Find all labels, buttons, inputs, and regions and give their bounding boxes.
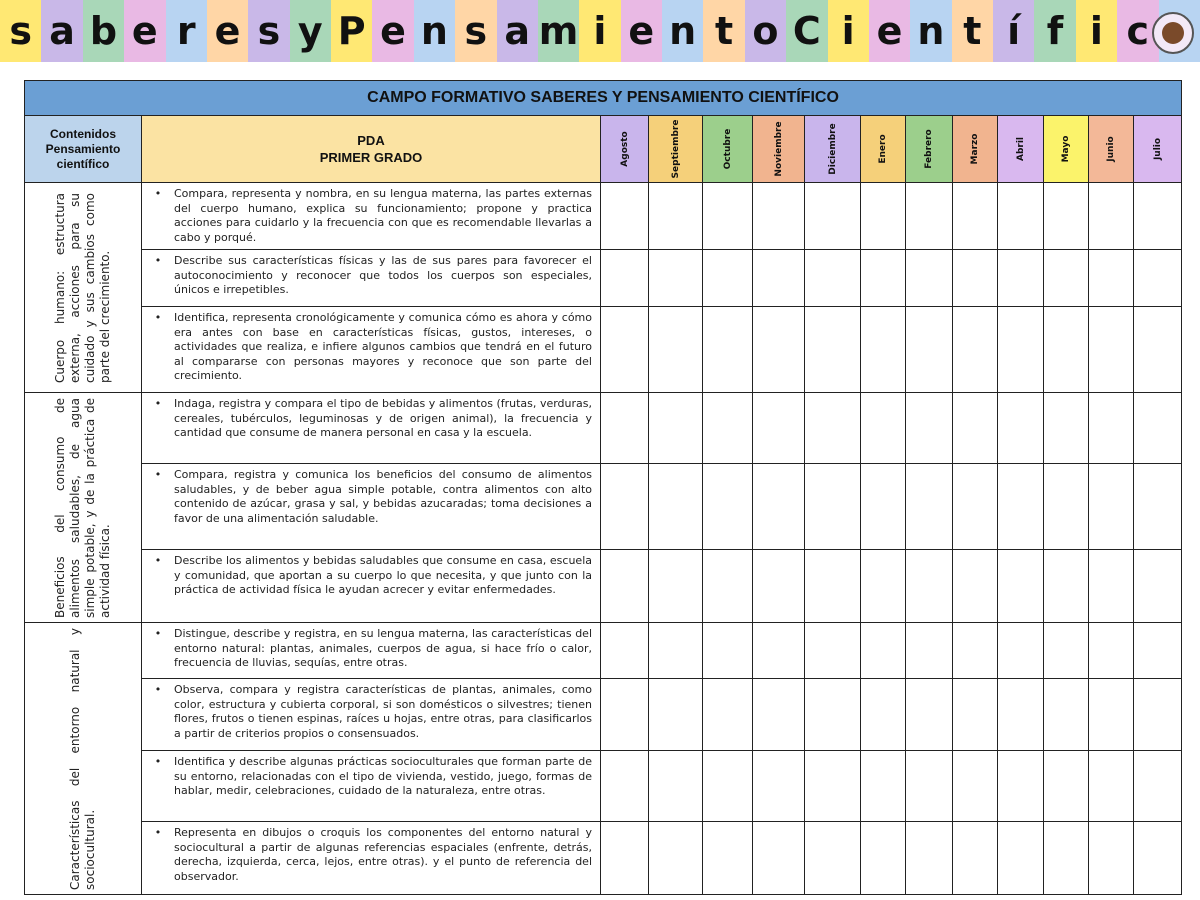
banner-letter-tile: f bbox=[1034, 0, 1075, 62]
banner-letter-tile: y bbox=[290, 0, 331, 62]
table-row bbox=[25, 623, 1182, 679]
month-header-agosto bbox=[601, 116, 649, 183]
bullet-icon: • bbox=[154, 254, 162, 267]
month-cell[interactable] bbox=[1044, 464, 1089, 550]
month-cell[interactable] bbox=[1134, 307, 1182, 393]
banner-letter-tile: e bbox=[124, 0, 165, 62]
month-cell[interactable] bbox=[906, 679, 953, 751]
avatar-face bbox=[1162, 22, 1184, 44]
pda-item bbox=[142, 755, 592, 799]
month-cell[interactable] bbox=[601, 393, 649, 464]
banner-letter-tile: b bbox=[83, 0, 124, 62]
month-cell[interactable] bbox=[953, 250, 998, 307]
month-cell[interactable] bbox=[861, 464, 906, 550]
month-cell[interactable] bbox=[1134, 751, 1182, 822]
header-pda-line2: PRIMER GRADO bbox=[319, 150, 423, 165]
table-row bbox=[25, 250, 1182, 307]
pda-text: Compara, representa y nombra, en su lengua materna, las partes externas del cuerpo humano, explica su funcionamiento; propone y practica acciones para cuidarlo y la frecuencia con que es recomendable llevarlas a cabo y porqué. bbox=[174, 187, 592, 244]
month-cell[interactable] bbox=[906, 307, 953, 393]
month-cell[interactable] bbox=[1134, 679, 1182, 751]
month-cell[interactable] bbox=[906, 751, 953, 822]
banner-letter-tile: t bbox=[703, 0, 744, 62]
month-cell[interactable] bbox=[998, 679, 1044, 751]
month-cell[interactable] bbox=[1044, 307, 1089, 393]
month-cell[interactable] bbox=[1044, 751, 1089, 822]
month-header-septiembre bbox=[649, 116, 703, 183]
month-cell[interactable] bbox=[601, 307, 649, 393]
month-label: Enero bbox=[878, 134, 888, 164]
month-cell[interactable] bbox=[953, 751, 998, 822]
month-cell[interactable] bbox=[805, 679, 861, 751]
month-cell[interactable] bbox=[805, 250, 861, 307]
month-header-marzo bbox=[953, 116, 998, 183]
month-cell[interactable] bbox=[1044, 822, 1089, 895]
contenido-cell bbox=[25, 183, 142, 393]
month-label: Septiembre bbox=[670, 119, 681, 179]
month-cell[interactable] bbox=[601, 464, 649, 550]
contenido-text: Características del entorno natural y sociocultural. bbox=[68, 627, 97, 890]
pda-item bbox=[142, 397, 592, 441]
month-cell[interactable] bbox=[649, 822, 703, 895]
month-cell[interactable] bbox=[998, 307, 1044, 393]
banner-letter-tile: o bbox=[745, 0, 786, 62]
pda-cell bbox=[142, 623, 601, 679]
pda-text: Identifica y describe algunas prácticas socioculturales que forman parte de su entorno, relacionadas con el tipo de vivienda, vestido, juego, formas de hablar, medir, celebraciones, cuidado de la naturaleza, entre otras. bbox=[174, 755, 592, 797]
header-contenidos bbox=[25, 116, 142, 183]
title-banner bbox=[0, 0, 1200, 62]
month-label: Abril bbox=[1015, 136, 1026, 162]
month-cell[interactable] bbox=[649, 183, 703, 250]
month-cell[interactable] bbox=[1134, 250, 1182, 307]
month-cell[interactable] bbox=[906, 550, 953, 623]
banner-letter-tile: i bbox=[579, 0, 620, 62]
month-cell[interactable] bbox=[753, 623, 805, 679]
month-cell[interactable] bbox=[649, 623, 703, 679]
month-cell[interactable] bbox=[1134, 623, 1182, 679]
contenido-text: Beneficios del consumo de alimentos saludables, de agua simple potable, y de la práctica de actividad física. bbox=[53, 397, 112, 618]
author-avatar bbox=[1152, 12, 1194, 54]
banner-letter-tile: n bbox=[662, 0, 703, 62]
month-cell[interactable] bbox=[601, 250, 649, 307]
table-row bbox=[25, 307, 1182, 393]
pda-cell bbox=[142, 464, 601, 550]
bullet-icon: • bbox=[154, 627, 162, 640]
banner-letter-tile: e bbox=[372, 0, 413, 62]
banner-letter-tile: e bbox=[621, 0, 662, 62]
pda-cell bbox=[142, 822, 601, 895]
month-cell[interactable] bbox=[998, 250, 1044, 307]
month-cell[interactable] bbox=[906, 393, 953, 464]
pda-item bbox=[142, 468, 592, 526]
month-cell[interactable] bbox=[753, 393, 805, 464]
pda-cell bbox=[142, 550, 601, 623]
month-label: Noviembre bbox=[773, 121, 784, 177]
header-pda-line1: PDA bbox=[357, 133, 385, 148]
month-cell[interactable] bbox=[1089, 250, 1134, 307]
bullet-icon: • bbox=[154, 755, 162, 768]
month-cell[interactable] bbox=[1089, 623, 1134, 679]
month-label: Junio bbox=[1106, 136, 1116, 162]
month-cell[interactable] bbox=[906, 183, 953, 250]
banner-letter-tile: s bbox=[455, 0, 496, 62]
month-cell[interactable] bbox=[601, 183, 649, 250]
month-cell[interactable] bbox=[998, 464, 1044, 550]
month-cell[interactable] bbox=[1044, 679, 1089, 751]
month-cell[interactable] bbox=[649, 679, 703, 751]
month-cell[interactable] bbox=[998, 183, 1044, 250]
month-cell[interactable] bbox=[861, 751, 906, 822]
banner-letter-tile: i bbox=[828, 0, 869, 62]
month-cell[interactable] bbox=[601, 679, 649, 751]
month-cell[interactable] bbox=[601, 623, 649, 679]
table-row bbox=[25, 550, 1182, 623]
month-cell[interactable] bbox=[861, 393, 906, 464]
header-contenidos-line2: Pensamiento bbox=[45, 141, 121, 156]
month-cell[interactable] bbox=[753, 183, 805, 250]
month-cell[interactable] bbox=[906, 464, 953, 550]
pda-text: Indaga, registra y compara el tipo de bebidas y alimentos (frutas, verduras, cereales, tubérculos, leguminosas y de origen animal), la frecuencia y cantidad que consume de manera personal en casa y la escuela. bbox=[174, 397, 592, 439]
month-cell[interactable] bbox=[753, 250, 805, 307]
month-cell[interactable] bbox=[1089, 822, 1134, 895]
month-cell[interactable] bbox=[1044, 623, 1089, 679]
month-cell[interactable] bbox=[953, 623, 998, 679]
month-cell[interactable] bbox=[703, 550, 753, 623]
contenido-text: Cuerpo humano: estructura externa, acciones para su cuidado y sus cambios como parte del crecimiento. bbox=[53, 192, 112, 383]
table-row bbox=[25, 183, 1182, 250]
month-cell[interactable] bbox=[703, 464, 753, 550]
month-cell[interactable] bbox=[703, 183, 753, 250]
month-cell[interactable] bbox=[953, 550, 998, 623]
month-cell[interactable] bbox=[998, 822, 1044, 895]
month-cell[interactable] bbox=[753, 307, 805, 393]
banner-letter-tile: n bbox=[910, 0, 951, 62]
banner-letter-tile: s bbox=[248, 0, 289, 62]
month-cell[interactable] bbox=[953, 464, 998, 550]
pda-cell bbox=[142, 751, 601, 822]
pda-text: Identifica, representa cronológicamente y comunica cómo es ahora y cómo era antes con base en características físicas, gustos, intereses, o actividades que realiza, e infiere algunos cambios que tendrá en el futuro al compararse con personas mayores y reconoce que son parte del crecimiento. bbox=[174, 311, 592, 382]
table-row bbox=[25, 393, 1182, 464]
month-cell[interactable] bbox=[1089, 183, 1134, 250]
pda-text: Distingue, describe y registra, en su lengua materna, las características del entorno natural: plantas, animales, cuerpos de agua, si hace frío o calor, frecuencia de lluvias, sequías, entre otras. bbox=[174, 627, 592, 669]
pda-cell bbox=[142, 393, 601, 464]
pda-cell bbox=[142, 679, 601, 751]
month-cell[interactable] bbox=[753, 550, 805, 623]
month-cell[interactable] bbox=[805, 307, 861, 393]
month-cell[interactable] bbox=[953, 183, 998, 250]
month-cell[interactable] bbox=[805, 550, 861, 623]
pda-text: Compara, registra y comunica los beneficios del consumo de alimentos saludables, y de beber agua simple potable, contra alimentos con alto contenido de azúcar, grasa y sal, y bebidas azucaradas; toma decisiones a favor de una alimentación saludable. bbox=[174, 468, 592, 525]
banner-letter-tile: n bbox=[414, 0, 455, 62]
month-label: Febrero bbox=[924, 129, 934, 169]
month-cell[interactable] bbox=[805, 822, 861, 895]
contenido-cell bbox=[25, 623, 142, 895]
pda-cell bbox=[142, 307, 601, 393]
pda-item bbox=[142, 554, 592, 598]
pda-cell bbox=[142, 183, 601, 250]
bullet-icon: • bbox=[154, 826, 162, 839]
month-cell[interactable] bbox=[1134, 183, 1182, 250]
banner-letter-tile: a bbox=[497, 0, 538, 62]
bullet-icon: • bbox=[154, 311, 162, 324]
month-cell[interactable] bbox=[1044, 393, 1089, 464]
banner-letter-tile: e bbox=[207, 0, 248, 62]
bullet-icon: • bbox=[154, 683, 162, 696]
month-cell[interactable] bbox=[703, 393, 753, 464]
month-cell[interactable] bbox=[1089, 464, 1134, 550]
banner-letter-tile: s bbox=[0, 0, 41, 62]
month-label: Marzo bbox=[970, 133, 980, 165]
bullet-icon: • bbox=[154, 187, 162, 200]
pda-text: Describe sus características físicas y las de sus pares para favorecer el autoconocimiento y reconocer que todos los cuerpos son especiales, únicos e irrepetibles. bbox=[174, 254, 592, 296]
month-cell[interactable] bbox=[703, 822, 753, 895]
table-title: CAMPO FORMATIVO SABERES Y PENSAMIENTO CIENTÍFICO bbox=[25, 81, 1182, 116]
month-cell[interactable] bbox=[601, 550, 649, 623]
month-header-diciembre bbox=[805, 116, 861, 183]
month-cell[interactable] bbox=[703, 307, 753, 393]
bullet-icon: • bbox=[154, 397, 162, 410]
pda-item bbox=[142, 254, 592, 298]
month-cell[interactable] bbox=[861, 822, 906, 895]
pda-text: Observa, compara y registra características de plantas, animales, como color, estructura y cubierta corporal, si son domésticos o silvestres; tienen flores, frutos o tienen espinas, raíces u hojas, entre otras, para clasificarlos a partir de criterios propios o consensuados. bbox=[174, 683, 592, 740]
banner-letter-tile: C bbox=[786, 0, 827, 62]
month-cell[interactable] bbox=[649, 393, 703, 464]
table-row bbox=[25, 464, 1182, 550]
month-cell[interactable] bbox=[649, 250, 703, 307]
month-cell[interactable] bbox=[953, 393, 998, 464]
month-cell[interactable] bbox=[601, 751, 649, 822]
month-cell[interactable] bbox=[649, 307, 703, 393]
month-cell[interactable] bbox=[805, 183, 861, 250]
month-cell[interactable] bbox=[861, 550, 906, 623]
month-cell[interactable] bbox=[1089, 393, 1134, 464]
month-cell[interactable] bbox=[1134, 393, 1182, 464]
month-cell[interactable] bbox=[998, 393, 1044, 464]
month-label: Julio bbox=[1152, 137, 1163, 161]
month-header-noviembre bbox=[753, 116, 805, 183]
pda-item bbox=[142, 311, 592, 384]
month-cell[interactable] bbox=[953, 679, 998, 751]
month-cell[interactable] bbox=[703, 679, 753, 751]
month-cell[interactable] bbox=[1134, 550, 1182, 623]
month-cell[interactable] bbox=[998, 550, 1044, 623]
month-cell[interactable] bbox=[1089, 679, 1134, 751]
month-cell[interactable] bbox=[649, 550, 703, 623]
banner-letter-tile: i bbox=[1076, 0, 1117, 62]
table-row bbox=[25, 679, 1182, 751]
month-header-julio bbox=[1134, 116, 1182, 183]
month-cell[interactable] bbox=[861, 250, 906, 307]
month-label: Octubre bbox=[722, 128, 733, 170]
month-cell[interactable] bbox=[906, 623, 953, 679]
contenido-cell bbox=[25, 393, 142, 623]
month-cell[interactable] bbox=[703, 751, 753, 822]
month-cell[interactable] bbox=[1044, 183, 1089, 250]
header-contenidos-line3: científico bbox=[56, 156, 110, 171]
month-cell[interactable] bbox=[861, 307, 906, 393]
month-cell[interactable] bbox=[649, 751, 703, 822]
pda-item bbox=[142, 627, 592, 671]
month-cell[interactable] bbox=[998, 751, 1044, 822]
pda-item bbox=[142, 683, 592, 741]
table-row bbox=[25, 822, 1182, 895]
month-cell[interactable] bbox=[953, 307, 998, 393]
month-cell[interactable] bbox=[861, 679, 906, 751]
pda-item bbox=[142, 187, 592, 245]
header-contenidos-line1: Contenidos bbox=[50, 126, 116, 141]
bullet-icon: • bbox=[154, 554, 162, 567]
month-cell[interactable] bbox=[753, 822, 805, 895]
pda-text: Describe los alimentos y bebidas saludables que consume en casa, escuela y comunidad, que aportan a su cuerpo lo que necesita, y que junto con la práctica de actividad física le ayudan acrecer y evitar enfermedades. bbox=[174, 554, 592, 596]
month-cell[interactable] bbox=[649, 464, 703, 550]
month-header-febrero bbox=[906, 116, 953, 183]
month-cell[interactable] bbox=[805, 623, 861, 679]
banner-letter-tile: í bbox=[993, 0, 1034, 62]
month-header-abril bbox=[998, 116, 1044, 183]
month-cell[interactable] bbox=[1089, 751, 1134, 822]
month-cell[interactable] bbox=[998, 623, 1044, 679]
month-cell[interactable] bbox=[1089, 550, 1134, 623]
month-cell[interactable] bbox=[1044, 550, 1089, 623]
banner-letter-tile: t bbox=[952, 0, 993, 62]
month-cell[interactable] bbox=[805, 751, 861, 822]
month-cell[interactable] bbox=[906, 822, 953, 895]
month-cell[interactable] bbox=[805, 464, 861, 550]
banner-letter-tile: m bbox=[538, 0, 579, 62]
banner-letter-tile: P bbox=[331, 0, 372, 62]
banner-letter-tile: r bbox=[166, 0, 207, 62]
month-cell[interactable] bbox=[703, 623, 753, 679]
month-label: Mayo bbox=[1061, 135, 1071, 163]
month-label: Agosto bbox=[619, 131, 630, 167]
pda-cell bbox=[142, 250, 601, 307]
pda-item bbox=[142, 826, 592, 884]
month-cell[interactable] bbox=[861, 623, 906, 679]
bullet-icon: • bbox=[154, 468, 162, 481]
planning-table bbox=[24, 80, 1182, 895]
month-cell[interactable] bbox=[953, 822, 998, 895]
month-cell[interactable] bbox=[703, 250, 753, 307]
month-cell[interactable] bbox=[805, 393, 861, 464]
banner-letter-tile: e bbox=[869, 0, 910, 62]
banner-letter-tile: c bbox=[1117, 0, 1158, 62]
month-cell[interactable] bbox=[1134, 464, 1182, 550]
month-header-mayo bbox=[1044, 116, 1089, 183]
month-header-octubre bbox=[703, 116, 753, 183]
pda-text: Representa en dibujos o croquis los componentes del entorno natural y sociocultural a partir de algunas referencias espaciales (enfrente, detrás, derecha, izquierda, cerca, lejos, entre otras). y el punto de referencia del observador. bbox=[174, 826, 592, 883]
month-label: Diciembre bbox=[827, 123, 838, 175]
month-cell[interactable] bbox=[753, 751, 805, 822]
month-cell[interactable] bbox=[906, 250, 953, 307]
month-cell[interactable] bbox=[753, 679, 805, 751]
table-row bbox=[25, 751, 1182, 822]
month-cell[interactable] bbox=[861, 183, 906, 250]
month-cell[interactable] bbox=[1089, 307, 1134, 393]
month-header-junio bbox=[1089, 116, 1134, 183]
month-cell[interactable] bbox=[1044, 250, 1089, 307]
month-cell[interactable] bbox=[753, 464, 805, 550]
banner-letter-tile: a bbox=[41, 0, 82, 62]
header-pda bbox=[142, 116, 601, 183]
month-header-enero bbox=[861, 116, 906, 183]
month-cell[interactable] bbox=[1134, 822, 1182, 895]
month-cell[interactable] bbox=[601, 822, 649, 895]
